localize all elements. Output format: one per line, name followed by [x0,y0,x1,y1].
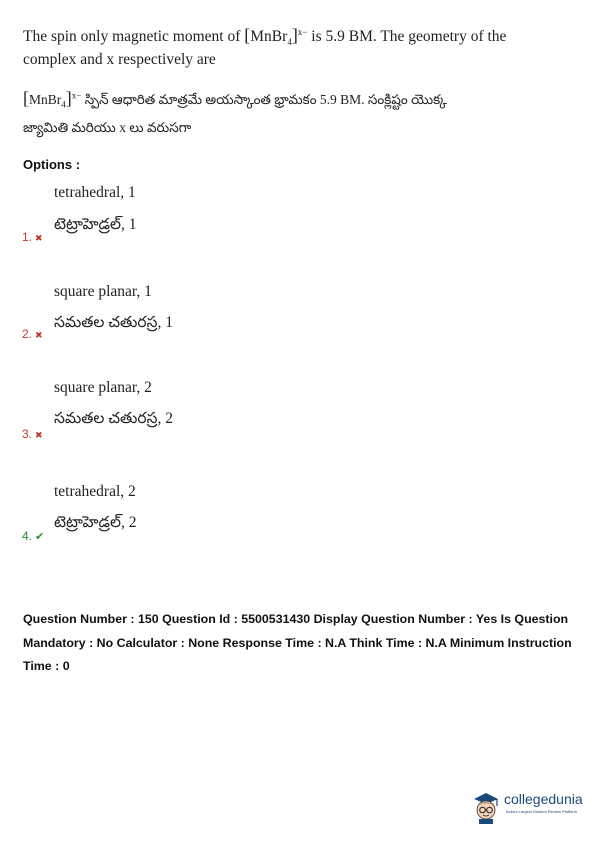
option-4-label: 4. [22,529,33,543]
collegedunia-logo [470,788,590,828]
question-te-part1: స్పిన్ ఆధారిత మాత్రమే అయస్కాంత భ్రామకం 5.9 BM. సంక్లిష్టం యొక్క [81,92,447,107]
option-3-en: square planar, 2 [54,379,152,396]
option-4-number [22,529,44,543]
formula-base: MnBr [250,28,288,45]
question-text-en-line1: The spin only magnetic moment of [MnBr$_4$]$^{x-}$ is 5.9 BM. The geometry of the [23,25,507,48]
formula-base-te: MnBr [29,92,62,107]
option-4-en: tetrahedral, 2 [54,483,136,500]
question-meta: Question Number : 150 Question Id : 5500531430 Display Question Number : Yes Is Question Mandatory : No Calculator : None Response Time : N.A Think Time : N.A Minimum Instruction Time : 0 [23,612,572,673]
option-1-te: టెట్రాహెడ్రల్, 1 [54,216,137,233]
logo-wordmark: collegedunia [504,791,583,807]
question-text-en-line2: complex and x respectively are [23,51,216,68]
formula-sub-te: 4 [61,99,66,110]
option-4-te: టెట్రాహెడ్రల్, 2 [54,514,137,531]
question-text-te-line2: జ్యామితి మరియు x లు వరుసగా [23,120,192,135]
option-1-number [22,230,43,244]
option-2-en: square planar, 1 [54,283,152,300]
formula-sup: x− [297,26,308,37]
wrong-icon: ✖ [35,233,43,243]
option-3-te: సమతల చతురస్ర, 2 [54,410,173,427]
check-icon: ✔ [35,531,45,543]
option-3-number [22,427,43,441]
wrong-icon: ✖ [35,430,43,440]
option-3-label: 3. [22,427,33,441]
formula-sup-te: x− [71,90,82,101]
mascot-icon [470,790,502,824]
question-en-part2: is 5.9 BM. The geometry of the [307,28,507,45]
option-1-en: tetrahedral, 1 [54,184,136,201]
question-en-part1: The spin only magnetic moment of [23,28,245,45]
question-text-te-line1: [MnBr$_4$]$^{x-}$ స్పిన్ ఆధారిత మాత్రమే అయస్కాంత భ్రామకం 5.9 BM. సంక్లిష్టం యొక్క [23,88,447,110]
formula-sub: 4 [287,37,292,48]
option-2-number [22,327,43,341]
option-2-label: 2. [22,327,33,341]
option-1-label: 1. [22,230,33,244]
wrong-icon: ✖ [35,330,43,340]
option-2-te: సమతల చతురస్ర, 1 [54,314,173,331]
options-title: Options : [23,157,81,172]
logo-tagline: India's Largest Student Review Platform [506,809,578,814]
